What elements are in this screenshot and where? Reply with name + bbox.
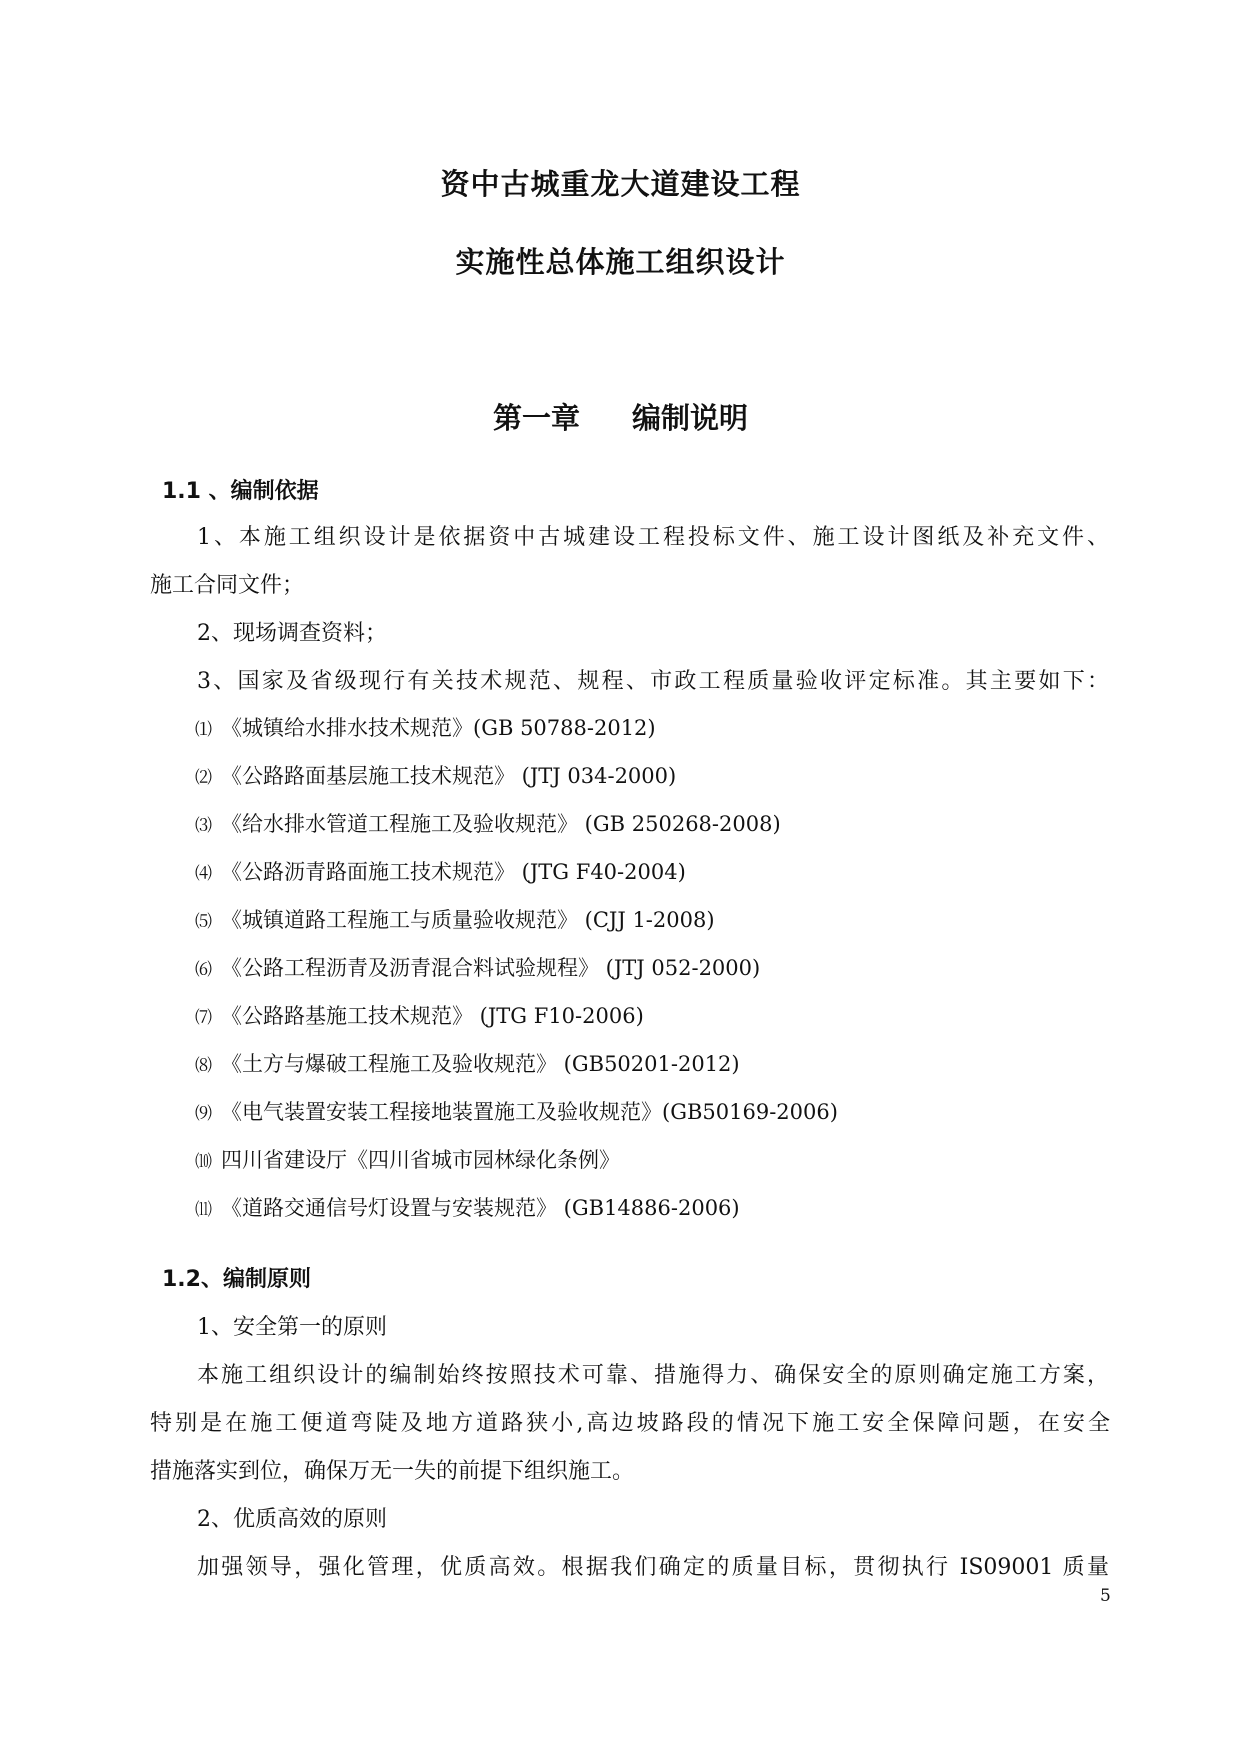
principle-1-title: 1、安全第一的原则 bbox=[197, 1315, 387, 1340]
document-subtitle: 实施性总体施工组织设计 bbox=[455, 245, 786, 279]
document-title: 资中古城重龙大道建设工程 bbox=[440, 167, 801, 201]
section-heading-1-2: 1.2、编制原则 bbox=[162, 1267, 311, 1292]
reference-item: ⑾ 《道路交通信号灯设置与安装规范》 (GB14886-2006) bbox=[195, 1196, 740, 1220]
paragraph-1-line-1: 1、本施工组织设计是依据资中古城建设工程投标文件、施工设计图纸及补充文件、 bbox=[197, 525, 1109, 550]
reference-item: ⑼ 《电气装置安装工程接地装置施工及验收规范》(GB50169-2006) bbox=[195, 1100, 838, 1124]
chapter-title: 编制说明 bbox=[632, 401, 749, 435]
reference-item: ⑻ 《土方与爆破工程施工及验收规范》 (GB50201-2012) bbox=[195, 1052, 740, 1076]
paragraph-2: 2、现场调查资料； bbox=[197, 621, 387, 646]
reference-item: ⑶ 《给水排水管道工程施工及验收规范》 (GB 250268-2008) bbox=[195, 812, 781, 836]
reference-item: ⑺ 《公路路基施工技术规范》 (JTG F10-2006) bbox=[195, 1004, 644, 1028]
reference-item: ⑴ 《城镇给水排水技术规范》(GB 50788-2012) bbox=[195, 716, 656, 740]
paragraph-1-line-2: 施工合同文件； bbox=[150, 573, 305, 598]
principle-1-line-3: 措施落实到位，确保万无一失的前提下组织施工。 bbox=[150, 1459, 635, 1484]
reference-item: ⑵ 《公路路面基层施工技术规范》 (JTJ 034-2000) bbox=[195, 764, 677, 788]
section-heading-1-1: 1.1 、编制依据 bbox=[162, 479, 319, 504]
principle-1-line-2: 特别是在施工便道弯陡及地方道路狭小,高边坡路段的情况下施工安全保障问题，在安全 bbox=[150, 1411, 1110, 1436]
principle-2-title: 2、优质高效的原则 bbox=[197, 1507, 387, 1532]
reference-item: ⑽ 四川省建设厅《四川省城市园林绿化条例》 bbox=[195, 1148, 620, 1172]
reference-item: ⑷ 《公路沥青路面施工技术规范》 (JTG F40-2004) bbox=[195, 860, 686, 884]
chapter-heading bbox=[0, 396, 1241, 437]
reference-item: ⑸ 《城镇道路工程施工与质量验收规范》 (CJJ 1-2008) bbox=[195, 908, 715, 932]
chapter-number: 第一章 bbox=[492, 401, 580, 435]
principle-2-line-1: 加强领导，强化管理，优质高效。根据我们确定的质量目标，贯彻执行 IS09001 质量 bbox=[197, 1555, 1109, 1580]
page-number: 5 bbox=[1100, 1586, 1111, 1606]
paragraph-3: 3、国家及省级现行有关技术规范、规程、市政工程质量验收评定标准。其主要如下： bbox=[197, 669, 1109, 694]
reference-item: ⑹ 《公路工程沥青及沥青混合料试验规程》 (JTJ 052-2000) bbox=[195, 956, 761, 980]
principle-1-line-1: 本施工组织设计的编制始终按照技术可靠、措施得力、确保安全的原则确定施工方案， bbox=[197, 1363, 1109, 1388]
